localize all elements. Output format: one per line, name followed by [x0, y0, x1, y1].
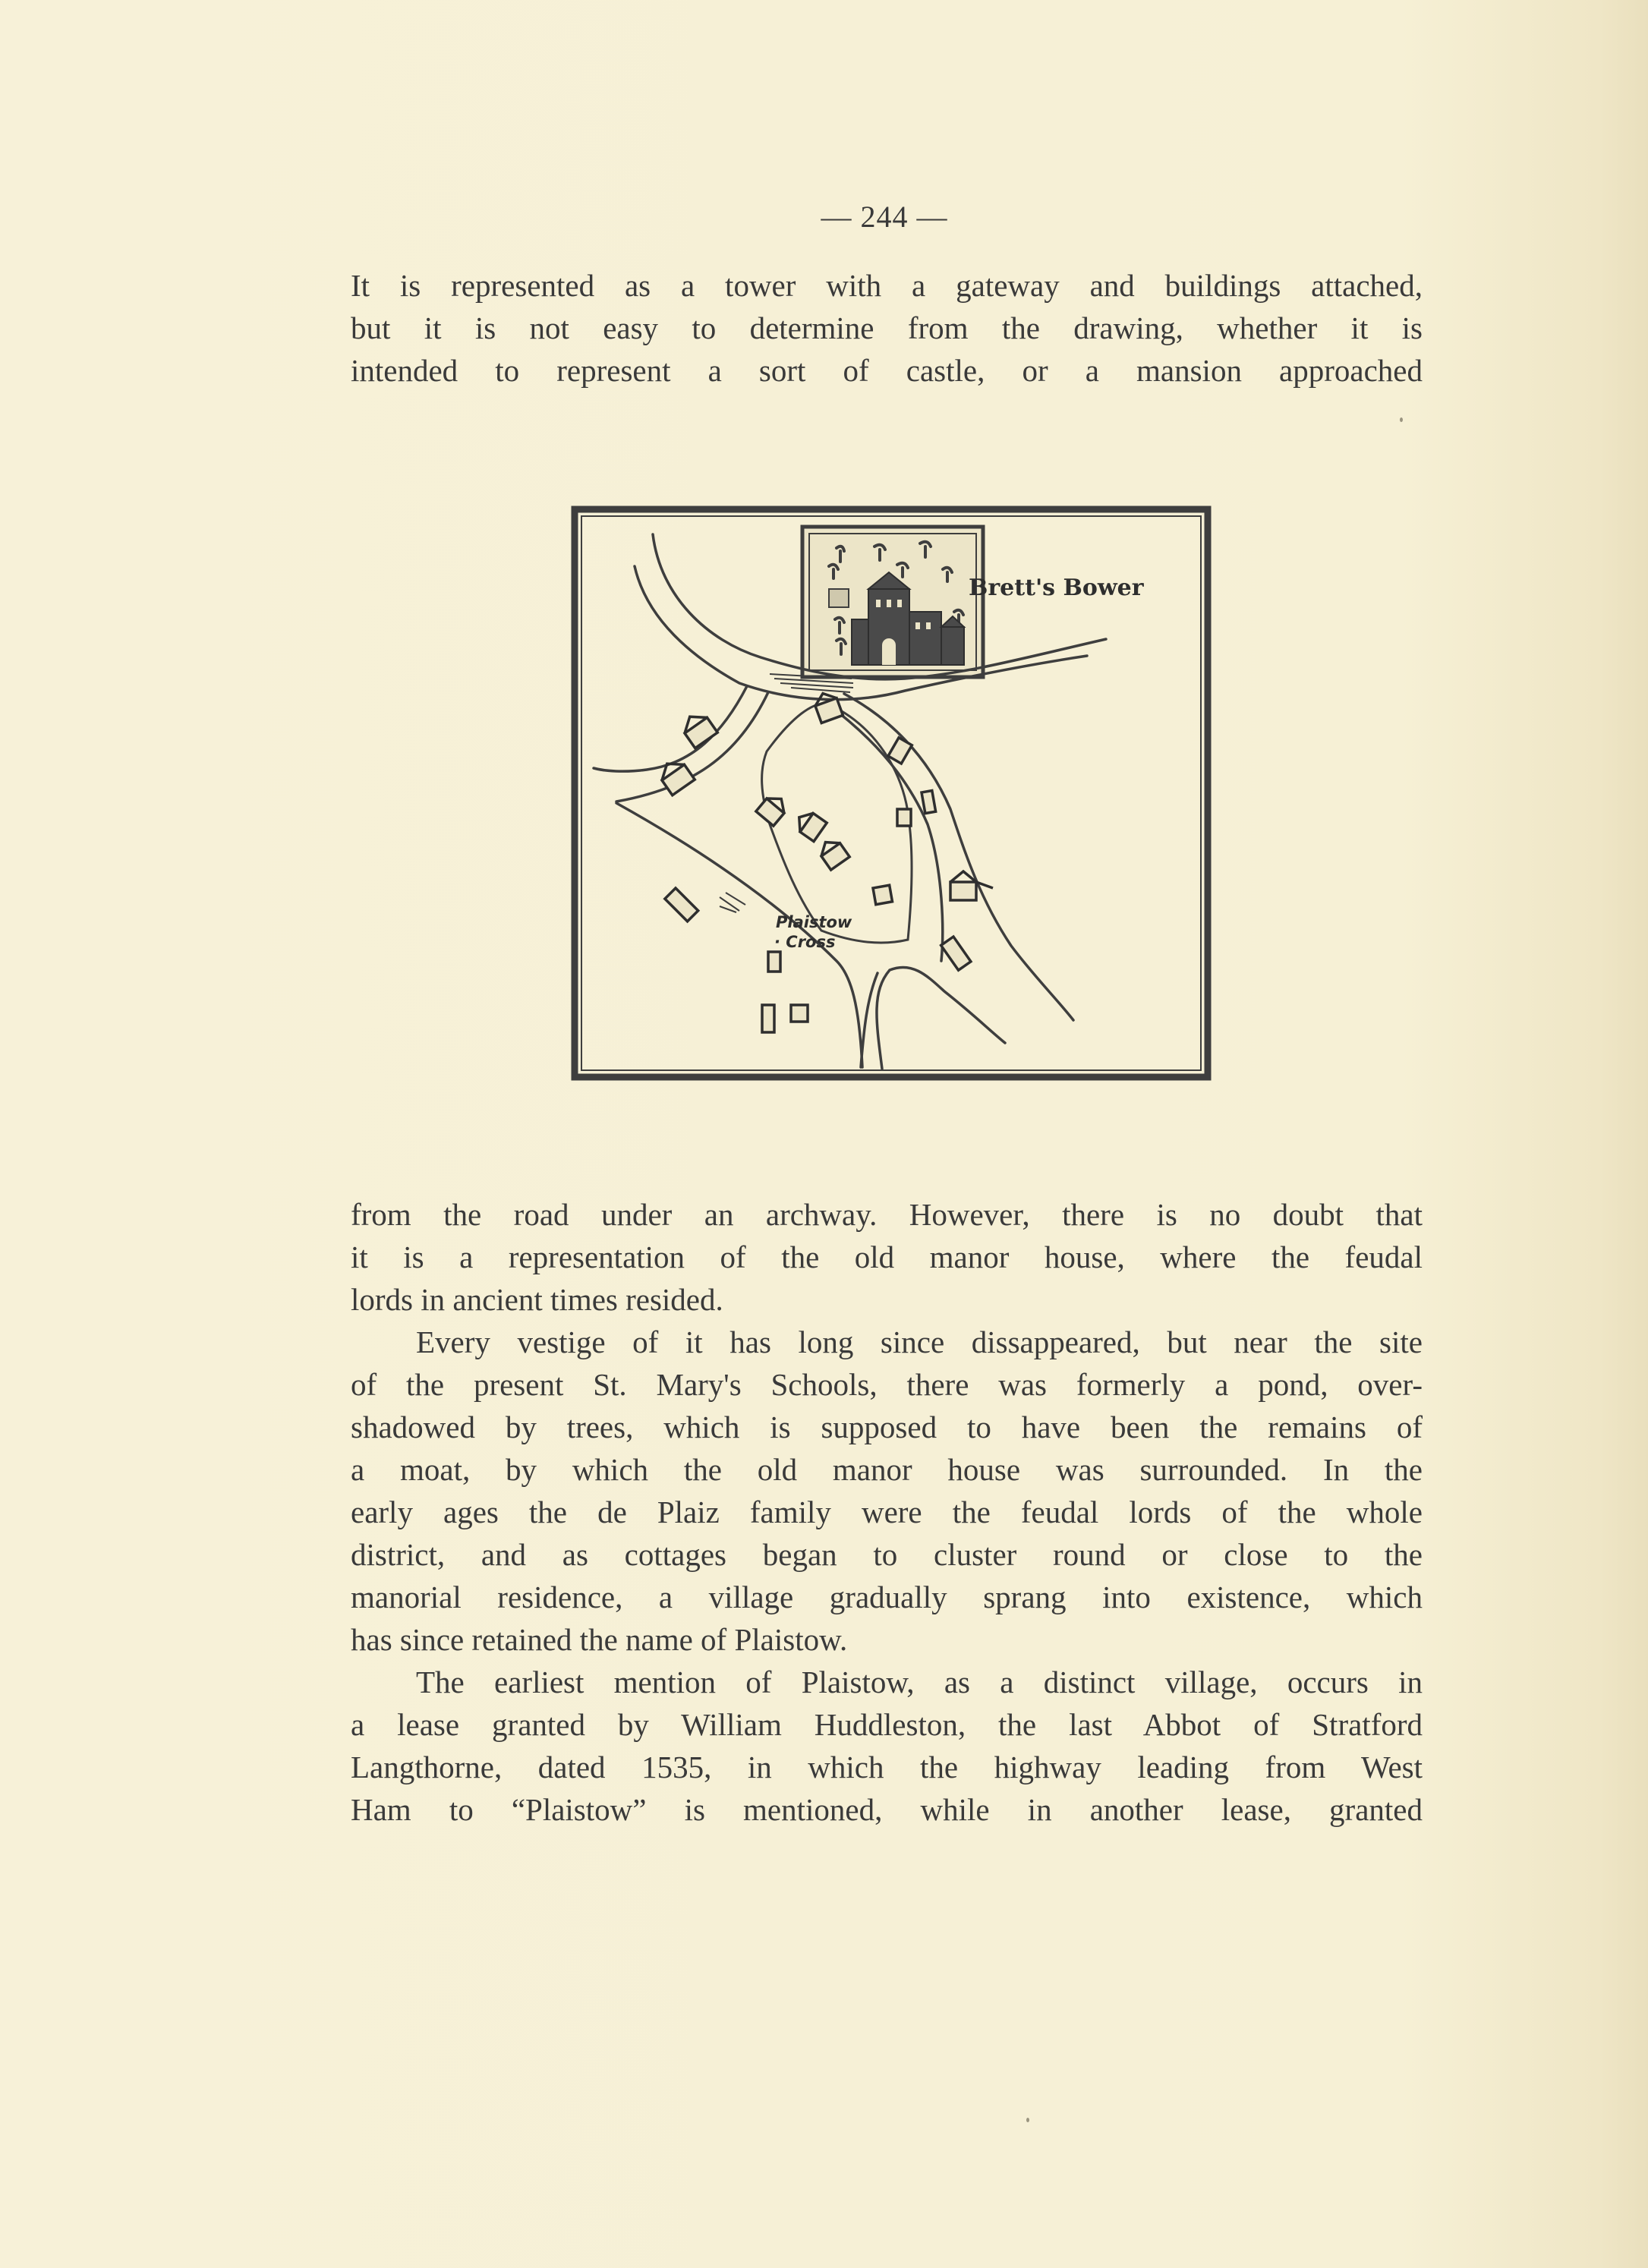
text-line: Every vestige of it has long since dissappeared, but near the site: [416, 1325, 1423, 1359]
cross-label-line2: · Cross: [774, 933, 836, 951]
text-line: a moat, by which the old manor house was surrounded. In the: [351, 1452, 1423, 1487]
text-line: The earliest mention of Plaistow, as a distinct village, occurs in: [416, 1665, 1423, 1699]
text-line: district, and as cottages began to cluster round or close to the: [351, 1537, 1423, 1572]
plaistow-map-svg: [571, 506, 1212, 1084]
cottages: [656, 689, 993, 1032]
paper-speck: [1026, 2118, 1029, 2122]
text-line: Ham to “Plaistow” is mentioned, while in another lease, granted: [351, 1792, 1423, 1827]
text-line: intended to represent a sort of castle, or a mansion approached: [351, 353, 1423, 388]
paper-speck: [1400, 417, 1403, 422]
text-line: early ages the de Plaiz family were the feudal lords of the whole: [351, 1495, 1423, 1529]
cross-marks: [720, 893, 745, 912]
manor-label: Brett's Bower: [969, 575, 1144, 601]
text-line: has since retained the name of Plaistow.: [351, 1622, 848, 1657]
cross-label-line1: Plaistow: [776, 913, 852, 931]
text-line: It is represented as a tower with a gateway and buildings attached,: [351, 268, 1423, 303]
page-number: — 244 —: [821, 200, 948, 234]
manor-enclosure-icon: [802, 527, 983, 677]
map-illustration: [571, 506, 1212, 1084]
text-line: manorial residence, a village gradually sprang into existence, which: [351, 1580, 1423, 1614]
text-line: it is a representation of the old manor house, where the feudal: [351, 1240, 1423, 1274]
text-line: from the road under an archway. However, there is no doubt that: [351, 1197, 1423, 1232]
text-line: of the present St. Mary's Schools, there was formerly a pond, over-: [351, 1367, 1423, 1402]
text-line: but it is not easy to determine from the drawing, whether it is: [351, 310, 1423, 345]
text-line: lords in ancient times resided.: [351, 1282, 723, 1317]
village-green: [762, 704, 912, 943]
text-line: a lease granted by William Huddleston, the last Abbot of Stratford: [351, 1707, 1423, 1742]
text-line: Langthorne, dated 1535, in which the highway leading from West: [351, 1750, 1423, 1784]
text-line: shadowed by trees, which is supposed to have been the remains of: [351, 1410, 1423, 1444]
